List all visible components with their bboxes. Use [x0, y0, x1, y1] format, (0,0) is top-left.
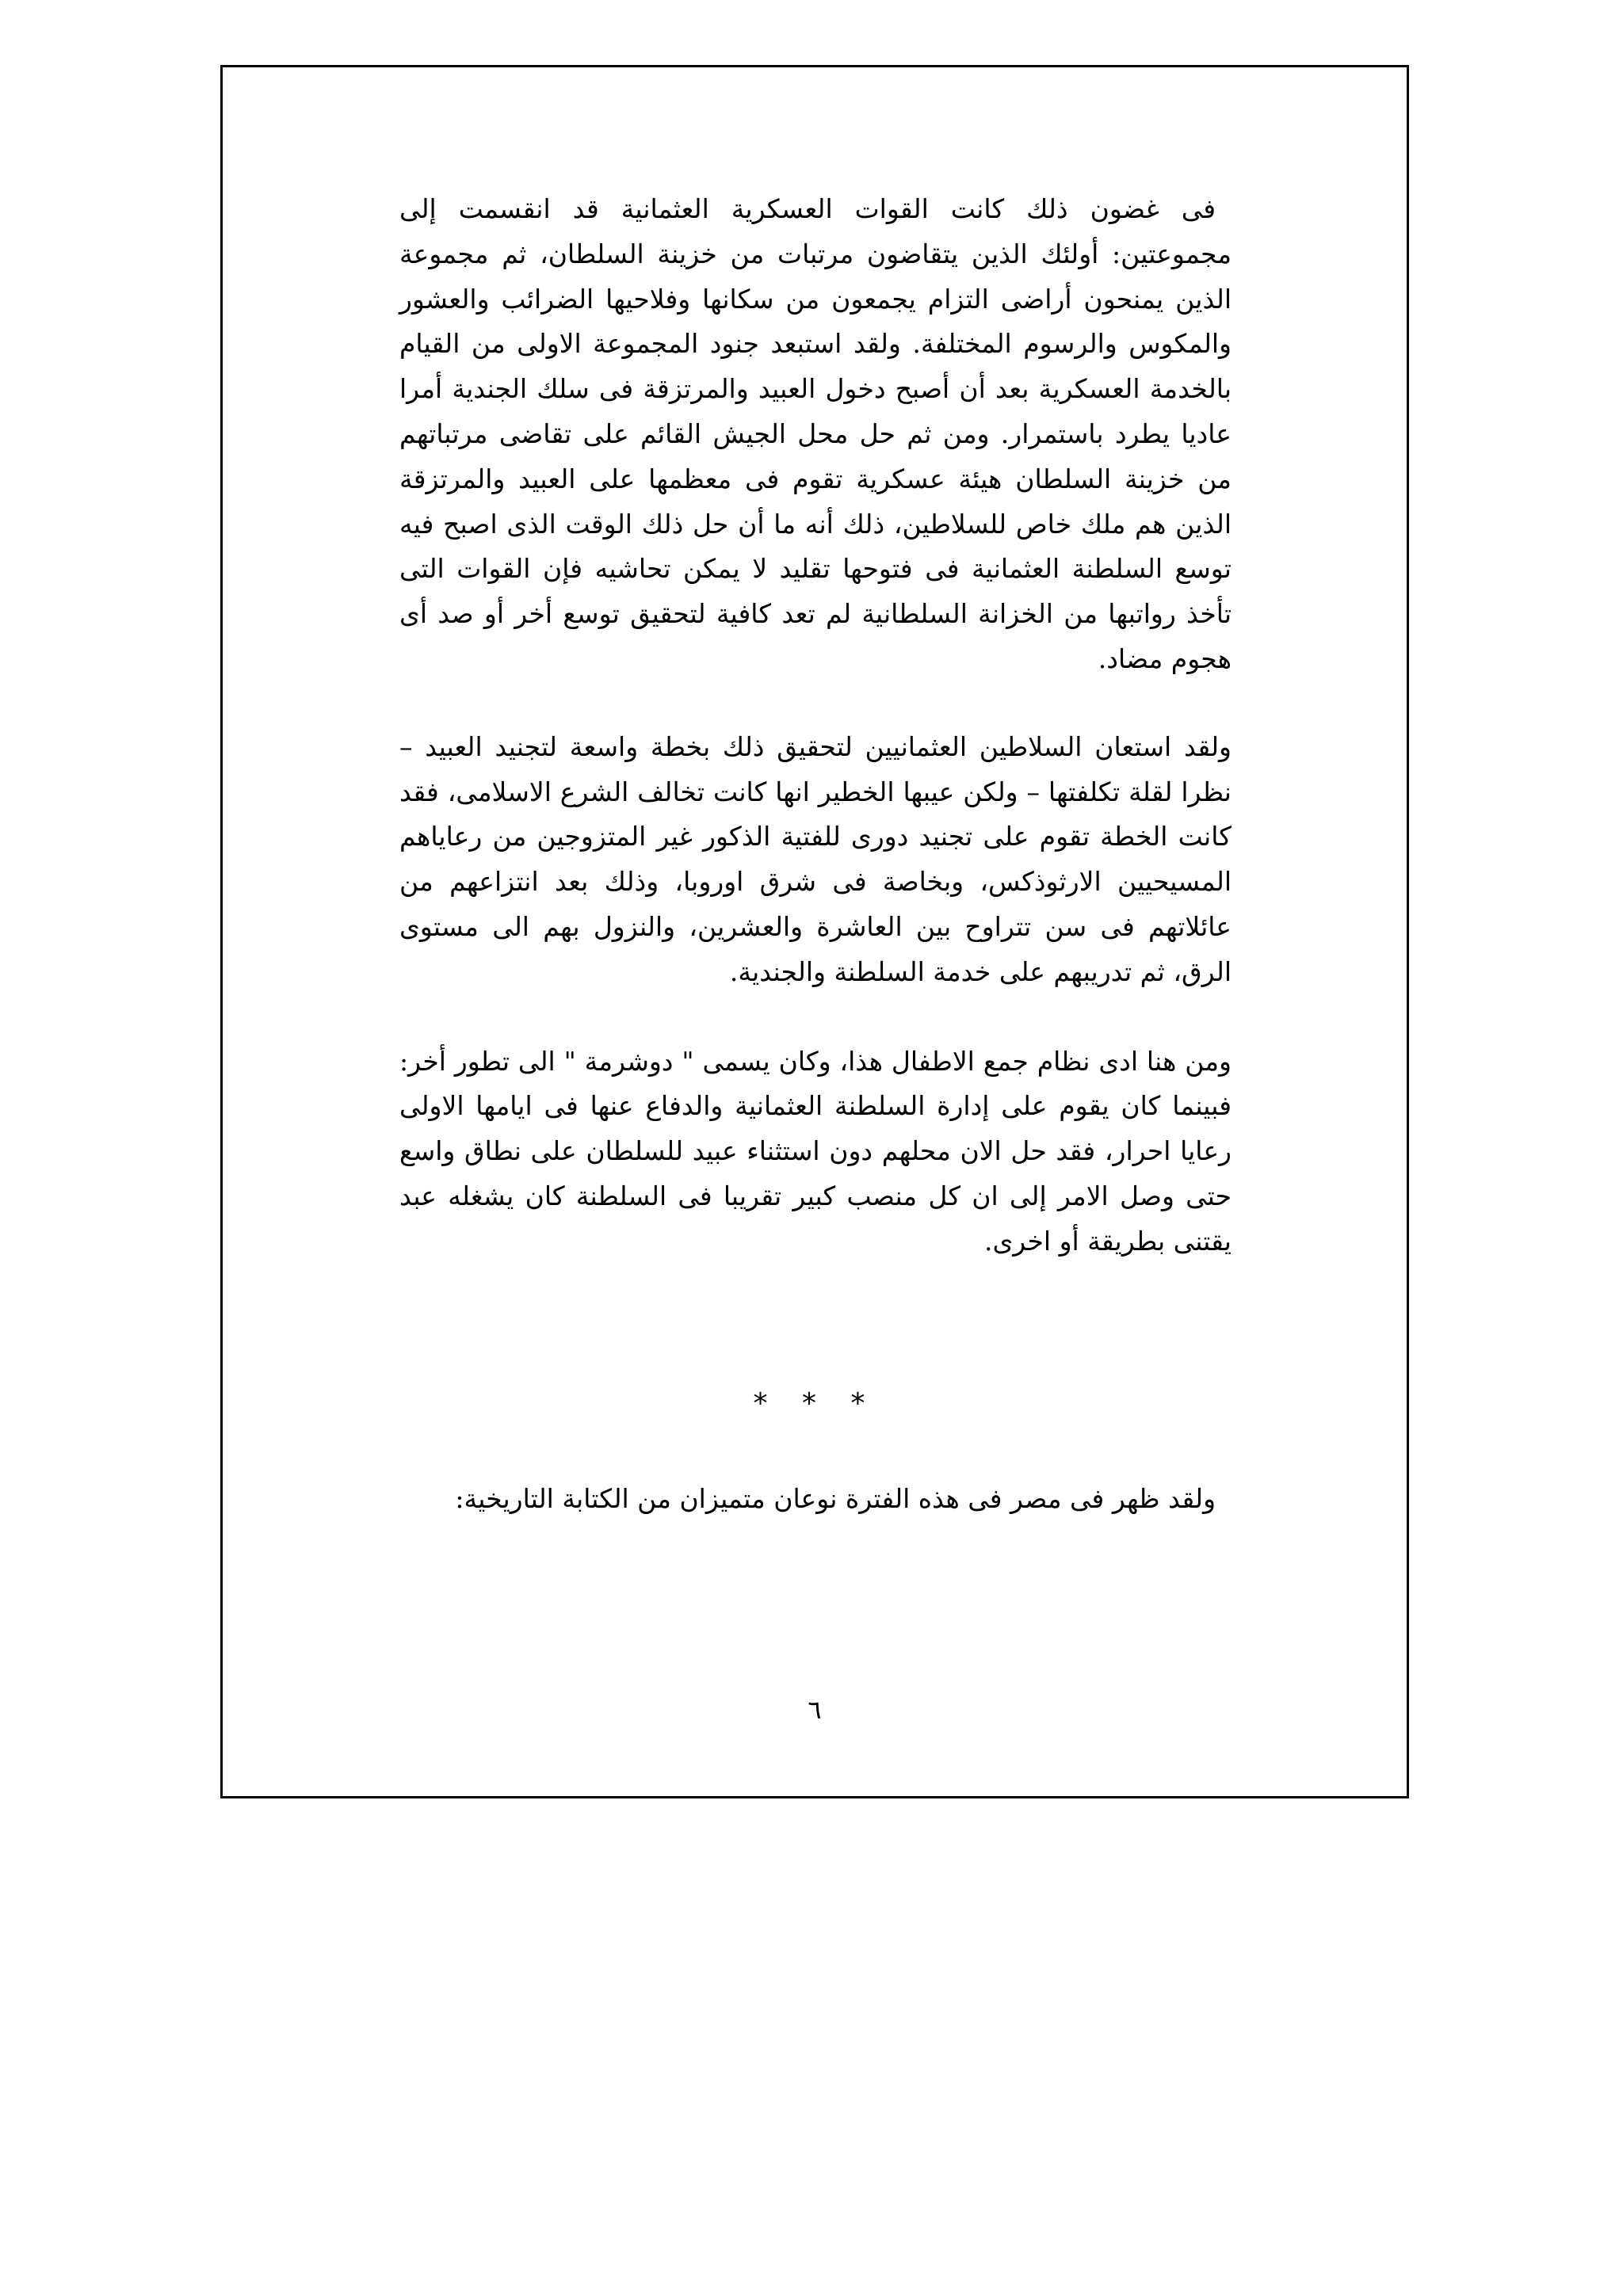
paragraph-4: ولقد ظهر فى مصر فى هذه الفترة نوعان متميزان من الكتابة التاريخية:	[455, 1483, 1216, 1514]
paragraph-1: فى غضون ذلك كانت القوات العسكرية العثمانية قد انقسمت إلى مجموعتين: أولئك الذين يتقاضون مرتبات من خزينة السلطان، ثم مجموعة الذين يمنحون أراضى التزام يجمعون من سكانها وفلاحيها الضرائب والعشور والمكوس والرسوم المختلفة. ولقد استبعد جنود المجموعة الاولى من القيام بالخدمة العسكرية بعد أن أصبح دخول العبيد والمرتزقة فى سلك الجندية أمرا عاديا يطرد باستمرار. ومن ثم حل محل الجيش القائم على تقاضى مرتباتهم من خزينة السلطان هيئة عسكرية تقوم فى معظمها على العبيد والمرتزقة الذين هم ملك خاص للسلاطين، ذلك أنه ما أن حل ذلك الوقت الذى اصبح فيه توسع السلطنة العثمانية فى فتوحها تقليد لا يمكن تحاشيه فإن القوات التى تأخذ رواتبها من الخزانة السلطانية لم تعد كافية لتحقيق توسع أخر أو صد أى هجوم مضاد.	[399, 193, 1232, 674]
paragraph-2: ولقد استعان السلاطين العثمانيين لتحقيق ذلك بخطة واسعة لتجنيد العبيد – نظرا لقلة تكلفتها – ولكن عيبها الخطير انها كانت تخالف الشرع الاسلامى، فقد كانت الخطة تقوم على تجنيد دورى للفتية الذكور غير المتزوجين من رعاياهم المسيحيين الارثوذكس، وبخاصة فى شرق اوروبا، وذلك بعد انتزاعهم من عائلاتهم فى سن تتراوح بين العاشرة والعشرين، والنزول بهم الى مستوى الرق، ثم تدريبهم على خدمة السلطنة والجندية.	[399, 730, 1232, 987]
page-number: ٦	[808, 1695, 822, 1725]
paragraph-gap	[399, 995, 1232, 1039]
body-text	[399, 187, 1232, 1264]
section-separator: * * *	[753, 1387, 878, 1420]
closing-text	[399, 1477, 1232, 1522]
paragraph-gap	[399, 682, 1232, 725]
paragraph-3: ومن هنا ادى نظام جمع الاطفال هذا، وكان يسمى " دوشرمة " الى تطور أخر: فبينما كان يقوم على إدارة السلطنة العثمانية والدفاع عنها فى ايامها الاولى رعايا احرار، فقد حل الان محلهم دون استثناء عبيد للسلطان على نطاق واسع حتى وصل الامر إلى ان كل منصب كبير تقريبا فى السلطنة كان يشغله عبد يقتنى بطريقة أو اخرى.	[399, 1045, 1232, 1257]
